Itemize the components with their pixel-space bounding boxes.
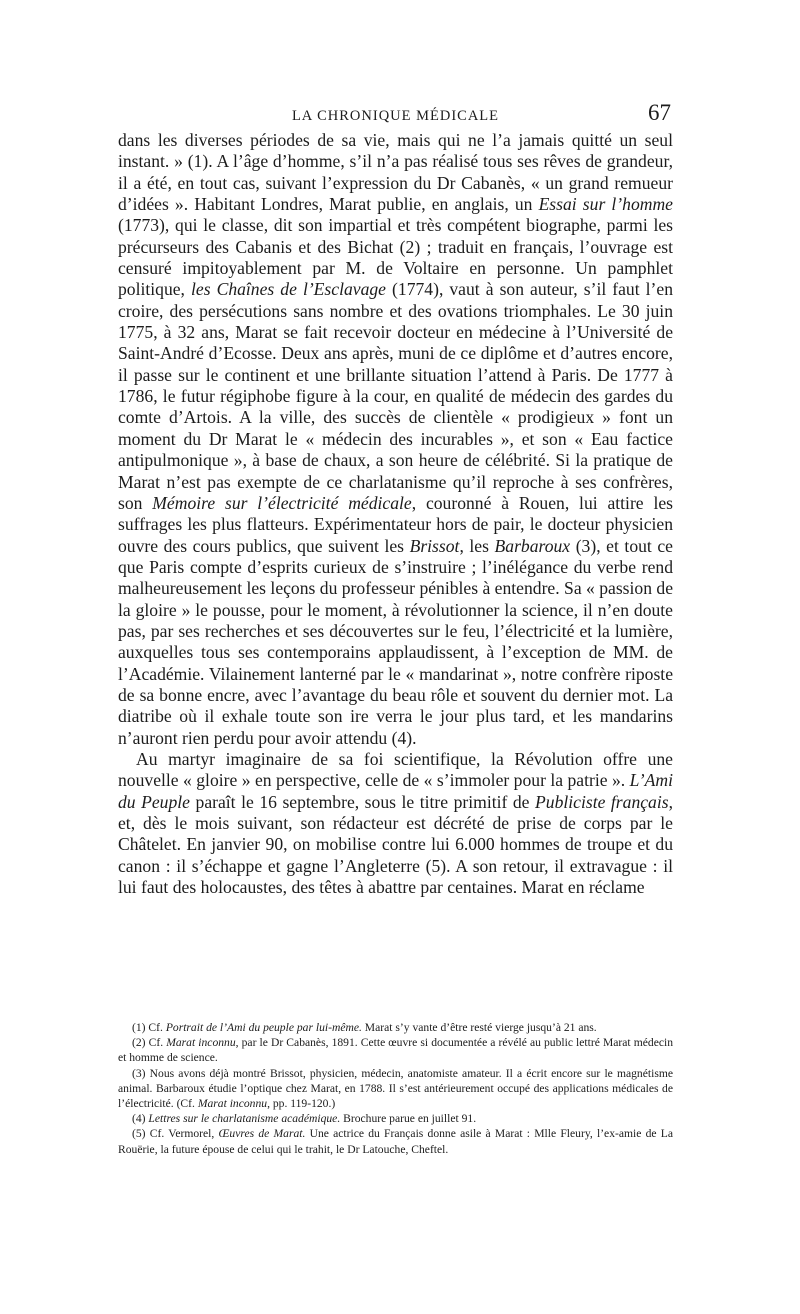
footnote xyxy=(118,1066,673,1112)
text-run: , les xyxy=(459,535,495,556)
text-run: , pp. 119-120.) xyxy=(267,1097,336,1111)
text-run: Au martyr imaginaire de sa foi scientifique, la Révolution offre une nouvelle « gloire » en perspective, celle de « s’immoler pour la patrie ». xyxy=(118,748,673,791)
text-run: Marat s’y vante d’être resté vierge jusqu’à 21 ans. xyxy=(361,1021,597,1034)
italic-text-run: Mémoire sur l’électricité médicale xyxy=(152,492,412,513)
italic-text-run: Barbaroux xyxy=(494,535,571,556)
footnote xyxy=(118,1035,673,1065)
running-title: LA CHRONIQUE MÉDICALE xyxy=(291,108,500,124)
text-run: , par le Dr Cabanès, 1891. Cette œuvre si documentée a révélé au public lettré Marat médecin et homme de science. xyxy=(118,1036,674,1065)
text-run: dans les diverses périodes de sa vie, mais qui ne l’a jamais quitté un seul instant. » (1). A l’âge d’homme, s’il n’a pas réalisé tous ses rêves de grandeur, il a été, en tout cas, suivant l’expression du Dr Cabanès, « un grand remueur d’idées ». Habitant Londres, Marat publie, en anglais, un xyxy=(118,130,673,215)
text-run: (1773), qui le classe, dit son impartial et très compétent biographe, parmi les précurseurs des Cabanis et des Bichat (2) ; traduit en français, l’ouvrage est censuré impitoyablement par M. de Voltaire en personne. Un pamphlet politique, xyxy=(118,215,673,300)
text-run: paraît le 16 septembre, sous le titre primitif de xyxy=(189,791,536,812)
text-run: , et, dès le mois suivant, son rédacteur est décrété de prise de corps par le Châtelet. En janvier 90, on mobilise contre lui 6.000 hommes de troupe et du canon : il s’échappe et gagne l’Angleterre (5). A son retour, il extravague : il lui faut des holocaustes, des têtes à abattre par centaines. Marat en réclame xyxy=(118,791,673,898)
italic-text-run: Œuvres de Marat. xyxy=(218,1127,306,1141)
text-run: (3) Nous avons déjà montré Brissot, physicien, médecin, anatomiste amateur. Il a écrit encore sur le magnétisme animal. Barbaroux étudie l’optique chez Marat, en 1788. Il s’est antérieurement occupé des applications médicales de l’électricité. (Cf. xyxy=(118,1066,673,1111)
footnote xyxy=(118,1111,673,1126)
footnote xyxy=(118,1020,673,1035)
page-number: 67 xyxy=(648,100,671,125)
footnote xyxy=(118,1126,673,1156)
body-text xyxy=(118,130,673,898)
text-run: (2) Cf. xyxy=(132,1036,167,1050)
text-run: (1774), vaut à son auteur, s’il faut l’en croire, des persécutions sans nombre et des ovations triomphales. Le 30 juin 1775, à 32 ans, Marat se fait recevoir docteur en médecine à l’Université de Saint-André d’Ecosse. Deux ans après, muni de ce diplôme et d’autres encore, il passe sur le continent et une brillante situation l’attend à Paris. De 1777 à 1786, le futur régiphobe figure à la cour, en qualité de médecin des gardes du comte d’Artois. A la ville, des succès de clientèle « prodigieux » font un moment du Dr Marat le « médecin des incurables », et son « Eau factice antipulmonique », à base de chaux, a son heure de célébrité. Si la pratique de Marat n’est pas exempte de ce charlatanisme qu’il reproche à ses confrères, son xyxy=(118,279,674,513)
italic-text-run: L’Ami du Peuple xyxy=(118,770,673,812)
text-run: Brochure parue en juillet 91. xyxy=(340,1112,477,1126)
body-paragraph xyxy=(118,130,673,749)
text-run: , couronné à Rouen, lui attire les suffrages les plus flatteurs. Expérimentateur hors de pair, le docteur physicien ouvre des cours publics, que suivent les xyxy=(118,492,673,556)
italic-text-run: Essai sur l’homme xyxy=(538,194,673,215)
text-run: (3), et tout ce que Paris compte d’esprits curieux de s’instruire ; l’inélégance du verbe rend malheureusement les leçons du professeur pénibles à entendre. Sa « passion de la gloire » le pousse, pour le moment, à révolutionner la science, il n’en doute pas, par ses recherches et ses découvertes sur le feu, l’électricité et la lumière, auxquelles tous ses contemporains applaudissent, à l’exception de MM. de l’Académie. Vilainement lanterné par le « mandarinat », notre confrère riposte de sa bonne encre, avec l’avantage du beau rôle et souvent du dernier mot. La diatribe où il exhale toute son ire verra le jour plus tard, et les mandarins n’auront rien perdu pour avoir attendu (4). xyxy=(118,535,674,748)
text-run: Une actrice du Français donne asile à Marat : Mlle Fleury, l’ex-amie de La Rouërie, la future épouse de celui qui le trahit, le Dr Latouche, Cheftel. xyxy=(118,1127,673,1156)
body-paragraph xyxy=(118,749,673,898)
italic-text-run: Lettres sur le charlatanisme académique. xyxy=(148,1112,341,1126)
italic-text-run: Portrait de l’Ami du peuple par lui-même. xyxy=(165,1021,362,1034)
text-run: (4) xyxy=(132,1112,149,1126)
footnotes xyxy=(118,1020,673,1157)
page-header xyxy=(118,100,673,132)
italic-text-run: Marat inconnu xyxy=(197,1097,268,1111)
italic-text-run: Publiciste français xyxy=(535,791,669,812)
italic-text-run: Brissot xyxy=(409,535,460,556)
italic-text-run: les Chaînes de l’Esclavage xyxy=(191,279,386,300)
text-run: (1) Cf. xyxy=(132,1021,166,1034)
italic-text-run: Marat inconnu xyxy=(166,1036,236,1050)
text-run: (5) Cf. Vermorel, xyxy=(132,1127,219,1141)
